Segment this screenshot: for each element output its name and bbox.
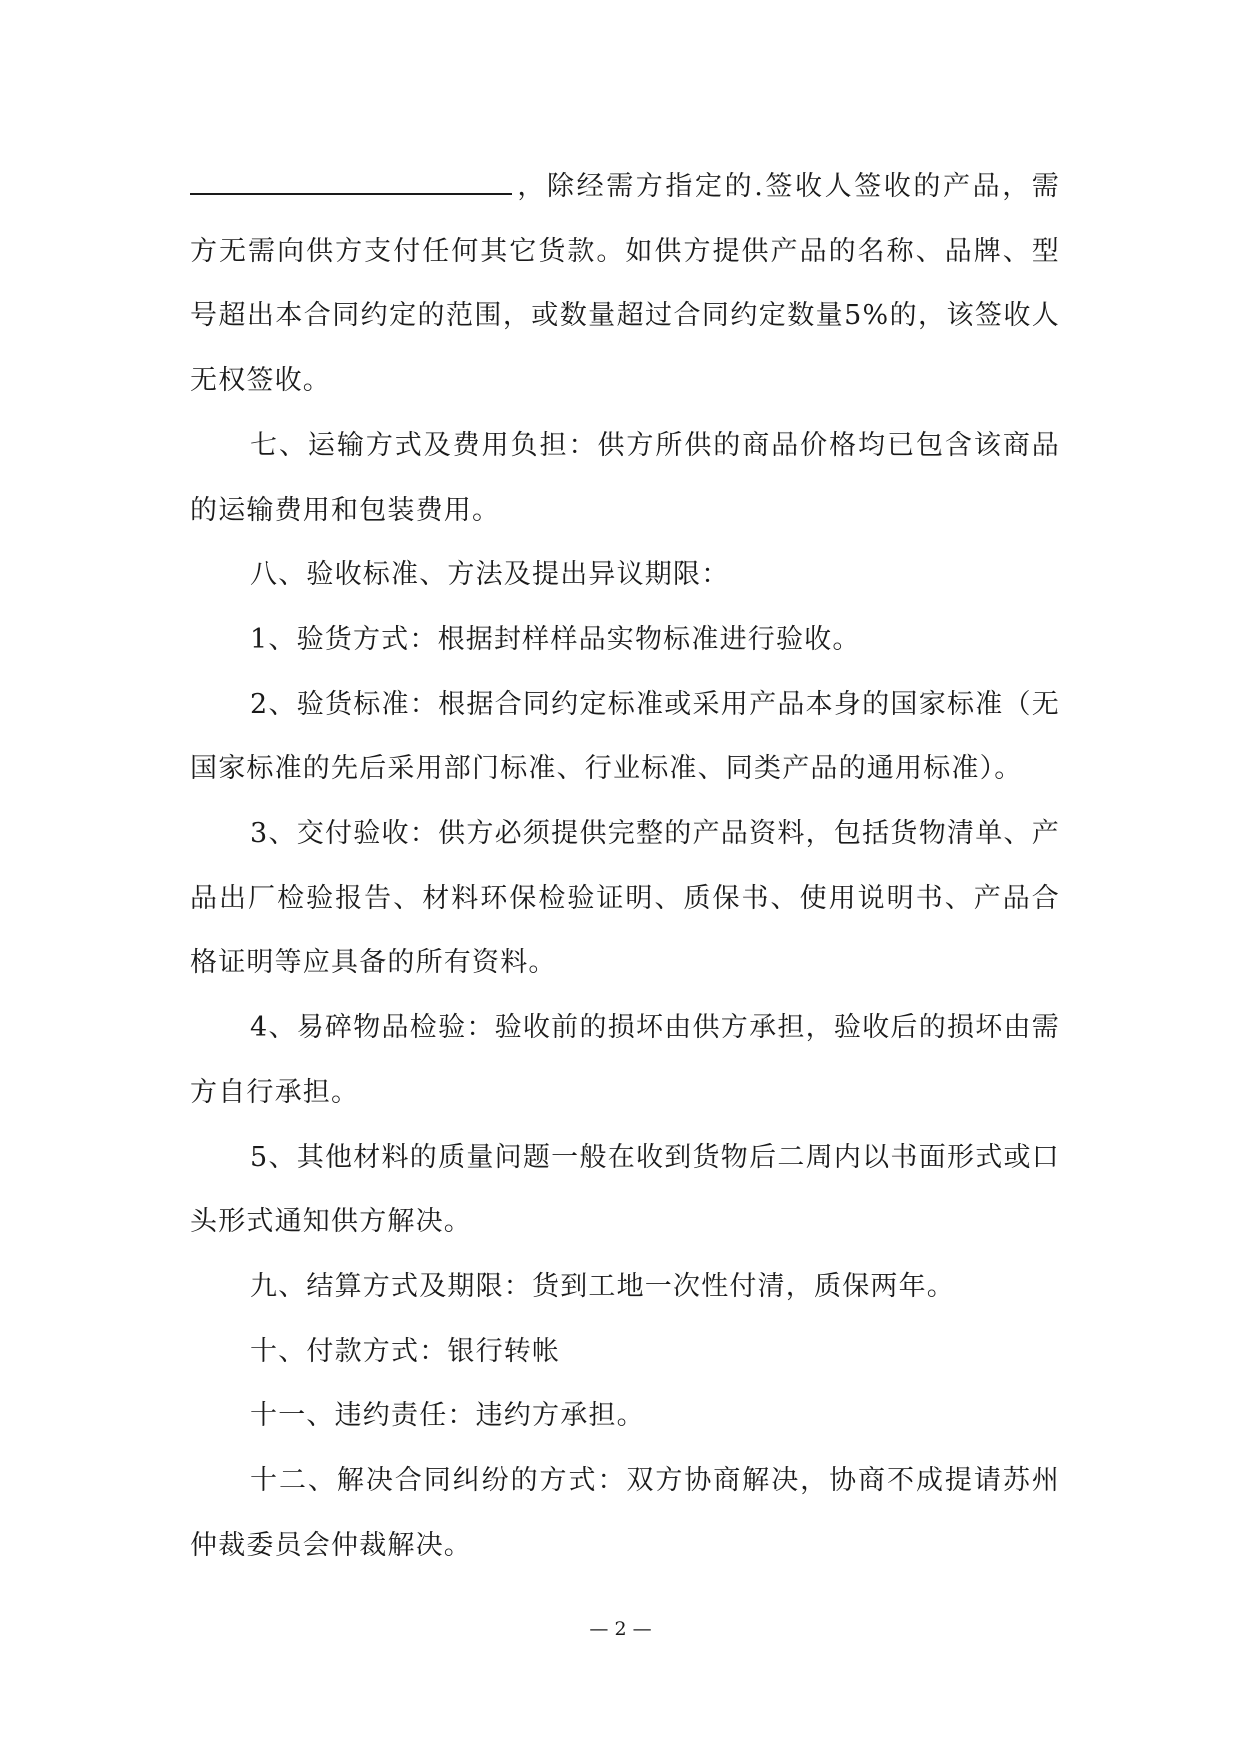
paragraph-payment-method: 十、付款方式：银行转帐 xyxy=(250,1335,561,1367)
paragraph-delivery-acceptance: 3、交付验收：供方必须提供完整的产品资料，包括货物清单、产品出厂检验报告、材料环保检验证明、质保书、使用说明书、产品合格证明等应具备的所有资料。 xyxy=(190,818,1060,979)
document-body xyxy=(190,155,1060,1578)
paragraph-inspection-standard: 2、验货标准：根据合同约定标准或采用产品本身的国家标准（无国家标准的先后采用部门标准、行业标准、同类产品的通用标准）。 xyxy=(190,688,1060,785)
paragraph-acceptance-heading: 八、验收标准、方法及提出异议期限： xyxy=(250,559,730,591)
paragraph-text: ，除经需方指定的.签收人签收的产品，需方无需向供方支付任何其它货款。如供方提供产品的名称、品牌、型号超出本合同约定的范围，或数量超过合同约定数量5%的，该签收人无权签收。 xyxy=(190,171,1060,397)
page-number: — 2 — xyxy=(589,1618,652,1640)
paragraph-breach-liability: 十一、违约责任：违约方承担。 xyxy=(250,1400,645,1432)
paragraph-quality-issues: 5、其他材料的质量问题一般在收到货物后二周内以书面形式或口头形式通知供方解决。 xyxy=(190,1141,1060,1238)
paragraph-fragile-inspection: 4、易碎物品检验：验收前的损坏由供方承担，验收后的损坏由需方自行承担。 xyxy=(190,1012,1060,1108)
paragraph-inspection-method: 1、验货方式：根据封样样品实物标准进行验收。 xyxy=(250,623,861,655)
paragraph-signer-clause xyxy=(190,155,1060,414)
paragraph-settlement: 九、结算方式及期限：货到工地一次性付清，质保两年。 xyxy=(250,1270,955,1302)
paragraph-dispute-resolution: 十二、解决合同纠纷的方式：双方协商解决，协商不成提请苏州仲裁委员会仲裁解决。 xyxy=(190,1465,1060,1561)
paragraph-transport: 七、运输方式及费用负担：供方所供的商品价格均已包含该商品的运输费用和包装费用。 xyxy=(190,429,1060,526)
blank-fill-line xyxy=(190,165,512,195)
